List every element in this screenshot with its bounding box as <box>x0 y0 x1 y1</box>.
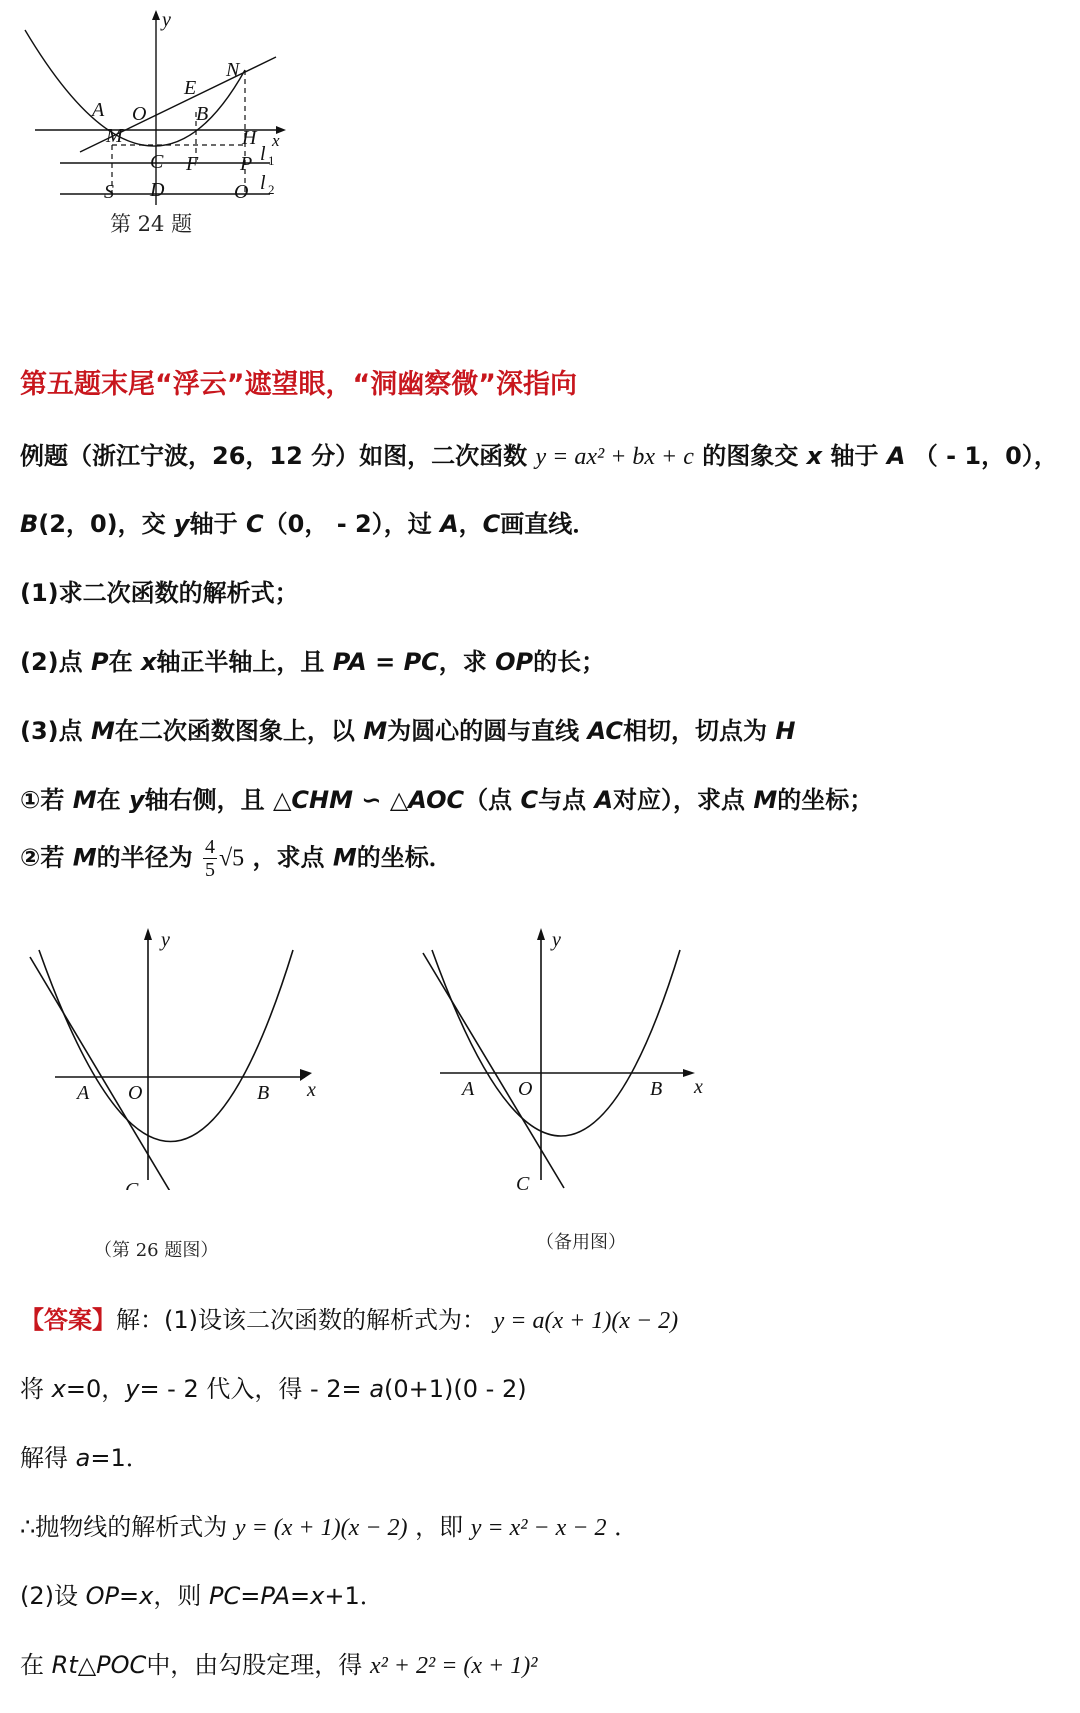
svg-text:x: x <box>694 1076 703 1098</box>
svg-text:A: A <box>462 1078 475 1100</box>
label-l2: l <box>260 172 266 194</box>
label-M: M <box>106 125 123 147</box>
answer-line-1: 【答案】解：(1)设该二次函数的解析式为： y = a(x + 1)(x − 2) <box>20 1306 679 1334</box>
label-F: F <box>186 153 199 175</box>
question-1: (1)求二次函数的解析式； <box>20 579 299 607</box>
y-axis-arrow <box>152 10 160 20</box>
graph-left-caption: （第 26 题图） <box>94 1240 219 1261</box>
answer-line-6: 在 Rt△POC中，由勾股定理，得 x² + 2² = (x + 1)² <box>20 1651 538 1679</box>
label-l2-sub: 2 <box>268 182 275 197</box>
label-C: C <box>150 151 164 173</box>
graph-left <box>25 920 345 1190</box>
problem-line-1: 例题（浙江宁波，26，12 分）如图，二次函数 y = ax² + bx + c 的图象交 x 轴于 A （ - 1，0）， <box>20 442 1058 470</box>
label-l1: l <box>260 143 266 165</box>
question-3-ii: ②若 M的半径为 $\frac{4}{5}$ √5 ，求点 M的坐标． <box>20 836 453 881</box>
graph-right-svg <box>420 920 740 1190</box>
label-N: N <box>226 59 240 81</box>
problem-line-2: B(2，0)，交 y轴于 C（0， - 2），过 A，C画直线． <box>20 510 597 538</box>
question-3-i: ①若 M在 y轴右侧，且 △CHM ∽ △AOC（点 C与点 A对应），求点 M的坐标； <box>20 786 874 814</box>
graph-right-caption: （备用图） <box>536 1232 626 1253</box>
question-2: (2)点 P在 x轴正半轴上，且 PA = PC，求 OP的长； <box>20 648 606 676</box>
answer-tag: 【答案】 <box>20 1306 116 1334</box>
answer-line-2: 将 x=0，y= - 2 代入，得 - 2= a(0+1)(0 - 2) <box>20 1375 527 1403</box>
svg-text:A: A <box>77 1082 90 1104</box>
svg-text:O: O <box>518 1078 533 1100</box>
label-A: A <box>92 99 105 121</box>
section-title: 第五题末尾“浮云”遮望眼，“洞幽察微”深指向 <box>20 369 577 400</box>
svg-text:y: y <box>552 929 561 951</box>
answer-line-4: ∴抛物线的解析式为 y = (x + 1)(x − 2) ，即 y = x² − x − 2 ． <box>20 1513 639 1541</box>
radius-fraction: $\frac{4}{5}$ <box>204 836 215 881</box>
label-B: B <box>196 103 209 125</box>
label-y: y <box>162 9 171 31</box>
question-3: (3)点 M在二次函数图象上，以 M为圆心的圆与直线 AC相切，切点为 H <box>20 717 796 745</box>
svg-text:B: B <box>257 1082 270 1104</box>
quadratic-formula: y = ax² + bx + c <box>535 444 694 470</box>
svg-text:O: O <box>128 1082 143 1104</box>
svg-text:y: y <box>161 929 170 951</box>
label-S: S <box>104 181 114 203</box>
label-l1-sub: 1 <box>268 153 275 168</box>
svg-text:C: C <box>516 1173 530 1190</box>
label-O: O <box>132 103 147 125</box>
label-P: P <box>240 153 253 175</box>
svg-text:B: B <box>650 1078 663 1100</box>
label-x: x <box>272 131 280 150</box>
graph-right <box>420 920 740 1190</box>
label-D: D <box>150 179 165 201</box>
label-Q: O <box>234 181 249 203</box>
svg-text:C: C <box>125 1179 139 1190</box>
label-E: E <box>184 77 197 99</box>
top-figure-caption: 第 24 题 <box>110 212 193 236</box>
label-H: H <box>242 127 257 149</box>
graph-left-svg <box>25 920 345 1190</box>
svg-text:x: x <box>307 1079 316 1101</box>
answer-line-5: (2)设 OP=x，则 PC=PA=x+1． <box>20 1582 384 1610</box>
answer-line-3: 解得 a=1． <box>20 1444 150 1472</box>
